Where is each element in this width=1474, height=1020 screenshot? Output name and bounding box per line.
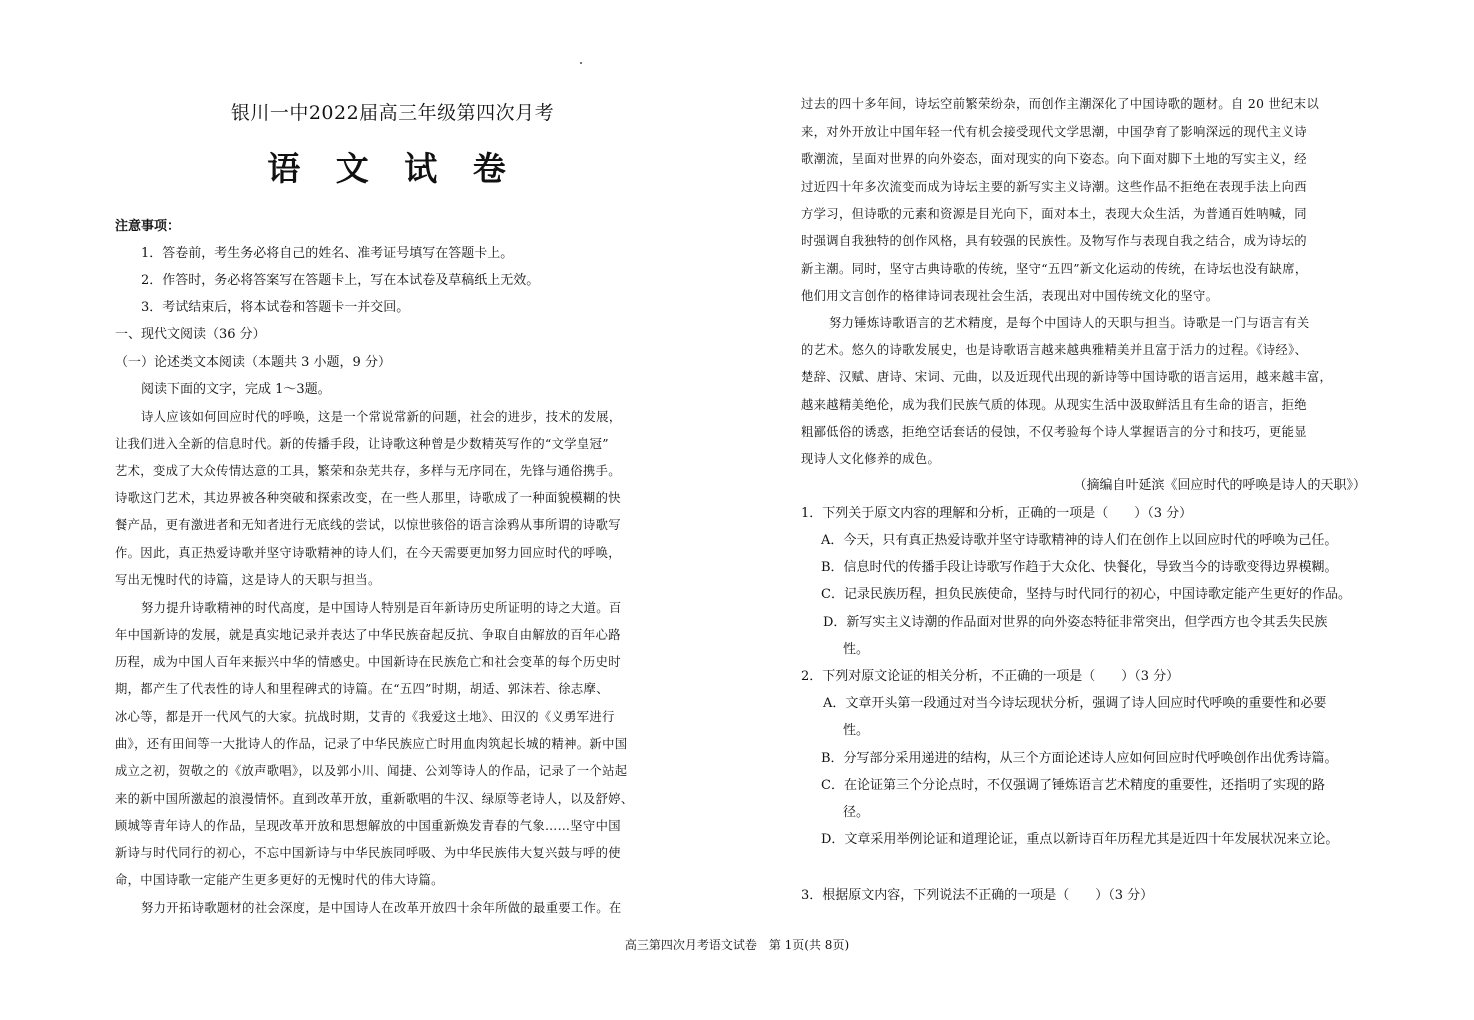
passage-line: 来的新中国所激起的浪漫情怀。直到改革开放，重新歌唱的牛汉、绿原等老诗人，以及舒婷、 bbox=[115, 792, 634, 806]
passage-line: 的艺术。悠久的诗歌发展史，也是诗歌语言越来越典雅精美并且富于活力的过程。《诗经》、 bbox=[801, 343, 1308, 357]
school-title: 银川一中2022届高三年级第四次月考 bbox=[230, 102, 555, 124]
passage-line: 顾城等青年诗人的作品，呈现改革开放和思想解放的中国重新焕发青春的气象……坚守中国 bbox=[115, 819, 621, 833]
passage-line: 历程，成为中国人百年来振兴中华的情感史。中国新诗在民族危亡和社会变革的每个历史时 bbox=[115, 655, 621, 669]
passage-line: 新主潮。同时，坚守古典诗歌的传统，坚守“五四”新文化运动的传统，在诗坛也没有缺席， bbox=[801, 262, 1308, 276]
passage-line: 成立之初，贺敬之的《放声歌唱》，以及郭小川、闻捷、公刘等诗人的作品，记录了一个站起 bbox=[115, 764, 628, 778]
passage-line: 粗鄙低俗的诱惑，拒绝空话套话的侵蚀，不仅考验每个诗人掌握语言的分寸和技巧，更能显 bbox=[801, 425, 1307, 439]
passage-line: 年中国新诗的发展，就是真实地记录并表达了中华民族奋起反抗、争取自由解放的百年心路 bbox=[115, 628, 621, 642]
passage-line: 新诗与时代同行的初心，不忘中国新诗与中华民族同呼吸、为中华民族伟大复兴鼓与呼的使 bbox=[115, 846, 621, 860]
passage-line: 曲》，还有田间等一大批诗人的作品，记录了中华民族应亡时用血肉筑起长城的精神。新中国 bbox=[115, 737, 628, 751]
question-2-stem: 2．下列对原文论证的相关分析，不正确的一项是（ ）（3 分） bbox=[801, 669, 1180, 684]
passage-line: 楚辞、汉赋、唐诗、宋词、元曲，以及近现代出现的新诗等中国诗歌的语言运用，越来越丰富， bbox=[801, 370, 1333, 384]
question-1-option-c: C．记录民族历程，担负民族使命，坚持与时代同行的初心，中国诗歌定能产生更好的作品。 bbox=[821, 587, 1351, 602]
page-footer: 高三第四次月考语文试卷 第 1页(共 8页) bbox=[624, 938, 850, 952]
print-dot bbox=[580, 62, 582, 64]
passage-line: 方学习，但诗歌的元素和资源是目光向下，面对本土，表现大众生活，为普通百姓呐喊，同 bbox=[801, 207, 1307, 221]
question-2-option-c-continued: 径。 bbox=[843, 805, 870, 820]
reading-instruction: 阅读下面的文字，完成 1～3题。 bbox=[141, 382, 331, 397]
question-3-stem: 3．根据原文内容，下列说法不正确的一项是（ ）（3 分） bbox=[801, 888, 1154, 903]
passage-line: 现诗人文化修养的成色。 bbox=[801, 452, 941, 466]
passage-line: 努力锤炼诗歌语言的艺术精度，是每个中国诗人的天职与担当。诗歌是一门与语言有关 bbox=[829, 316, 1310, 330]
passage-line: 作。因此，真正热爱诗歌并坚守诗歌精神的诗人们，在今天需要更加努力回应时代的呼唤， bbox=[115, 546, 621, 560]
passage-line: 时强调自我独特的创作风格，具有较强的民族性。及物写作与表现自我之结合，成为诗坛的 bbox=[801, 234, 1307, 248]
question-2-option-a-continued: 性。 bbox=[843, 723, 870, 738]
passage-line: 诗人应该如何回应时代的呼唤，这是一个常说常新的问题，社会的进步，技术的发展， bbox=[141, 410, 622, 424]
passage-source: （摘编自叶延滨《回应时代的呼唤是诗人的天职》） bbox=[1073, 478, 1366, 493]
passage-line: 越来越精美绝伦，成为我们民族气质的体现。从现实生活中汲取鲜活且有生命的语言，拒绝 bbox=[801, 398, 1307, 412]
question-2-option-d: D．文章采用举例论证和道理论证，重点以新诗百年历程尤其是近四十年发展状况来立论。 bbox=[821, 832, 1339, 847]
passage-line: 命，中国诗歌一定能产生更多更好的无愧时代的伟大诗篇。 bbox=[115, 873, 444, 887]
passage-line: 写出无愧时代的诗篇，这是诗人的天职与担当。 bbox=[115, 573, 381, 587]
question-1-stem: 1．下列关于原文内容的理解和分析，正确的一项是（ ）（3 分） bbox=[801, 506, 1193, 521]
section-heading: 一、现代文阅读（36 分） bbox=[115, 327, 266, 342]
question-1-option-a: A．今天，只有真正热爱诗歌并坚守诗歌精神的诗人们在创作上以回应时代的呼唤为己任。 bbox=[821, 533, 1338, 548]
passage-line: 歌潮流，呈面对世界的向外姿态，面对现实的向下姿态。向下面对脚下土地的写实主义，经 bbox=[801, 152, 1307, 166]
passage-line: 诗歌这门艺术，其边界被各种突破和探索改变，在一些人那里，诗歌成了一种面貌模糊的快 bbox=[115, 491, 621, 505]
passage-line: 努力开拓诗歌题材的社会深度，是中国诗人在改革开放四十余年所做的最重要工作。在 bbox=[141, 901, 622, 915]
notice-item: 1．答卷前，考生务必将自己的姓名、准考证号填写在答题卡上。 bbox=[141, 246, 514, 261]
question-2-option-a: A．文章开头第一段通过对当今诗坛现状分析，强调了诗人回应时代呼唤的重要性和必要 bbox=[823, 696, 1327, 711]
passage-line: 来，对外开放让中国年轻一代有机会接受现代文学思潮，中国孕育了影响深远的现代主义诗 bbox=[801, 125, 1307, 139]
question-1-option-d-continued: 性。 bbox=[843, 642, 870, 657]
passage-line: 期，都产生了代表性的诗人和里程碑式的诗篇。在“五四”时期，胡适、郭沫若、徐志摩、 bbox=[115, 682, 609, 696]
passage-line: 过去的四十多年间，诗坛空前繁荣纷杂，而创作主潮深化了中国诗歌的题材。自 20 世纪末以 bbox=[801, 97, 1320, 111]
question-2-option-c: C．在论证第三个分论点时，不仅强调了锤炼语言艺术精度的重要性，还指明了实现的路 bbox=[821, 778, 1325, 793]
passage-line: 让我们进入全新的信息时代。新的传播手段，让诗歌这种曾是少数精英写作的“文学皇冠” bbox=[115, 437, 609, 451]
notice-heading: 注意事项： bbox=[115, 219, 181, 234]
notice-item: 2．作答时，务必将答案写在答题卡上，写在本试卷及草稿纸上无效。 bbox=[141, 273, 540, 288]
passage-line: 餐产品，更有激进者和无知者进行无底线的尝试，以惊世骇俗的语言涂鸦从事所谓的诗歌写 bbox=[115, 518, 621, 532]
passage-line: 艺术，变成了大众传情达意的工具，繁荣和杂芜共存，多样与无序同在，先锋与通俗携手。 bbox=[115, 464, 621, 478]
passage-line: 他们用文言创作的格律诗词表现社会生活，表现出对中国传统文化的坚守。 bbox=[801, 289, 1219, 303]
question-1-option-d: D．新写实主义诗潮的作品面对世界的向外姿态特征非常突出，但学西方也令其丢失民族 bbox=[823, 615, 1328, 630]
passage-line: 冰心等，都是开一代风气的大家。抗战时期，艾青的《我爱这土地》、田汉的《义勇军进行 bbox=[115, 710, 615, 724]
question-1-option-b: B．信息时代的传播手段让诗歌写作趋于大众化、快餐化，导致当今的诗歌变得边界模糊。 bbox=[821, 560, 1338, 575]
paper-title: 语 文 试 卷 bbox=[267, 149, 518, 188]
sub-section-heading: （一）论述类文本阅读（本题共 3 小题，9 分） bbox=[115, 355, 391, 370]
question-2-option-b: B．分写部分采用递进的结构，从三个方面论述诗人应如何回应时代呼唤创作出优秀诗篇。 bbox=[821, 751, 1338, 766]
passage-line: 过近四十年多次流变而成为诗坛主要的新写实主义诗潮。这些作品不拒绝在表现手法上向西 bbox=[801, 180, 1307, 194]
notice-item: 3．考试结束后，将本试卷和答题卡一并交回。 bbox=[141, 300, 410, 315]
passage-line: 努力提升诗歌精神的时代高度，是中国诗人特别是百年新诗历史所证明的诗之大道。百 bbox=[141, 601, 622, 615]
